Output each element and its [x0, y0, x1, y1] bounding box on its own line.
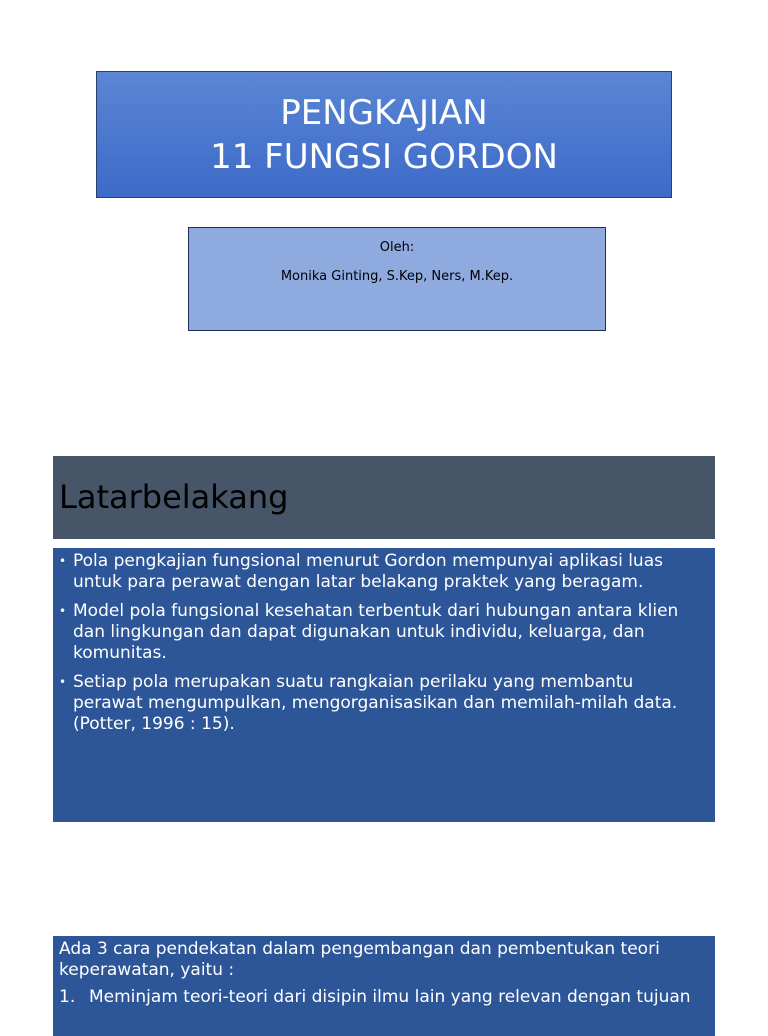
approaches-box — [53, 936, 715, 1036]
bullet-icon: • — [59, 675, 67, 689]
bullet-icon: • — [59, 554, 67, 568]
approaches-intro: Ada 3 cara pendekatan dalam pengembangan dan pembentukan teori keperawatan, yaitu : — [59, 939, 660, 980]
section-body — [53, 548, 715, 822]
title-box — [96, 71, 672, 198]
title-line-2: 11 FUNGSI GORDON — [210, 136, 558, 177]
bullet-item — [59, 601, 707, 664]
item-number: 1. — [59, 987, 76, 1007]
bullet-item — [59, 551, 707, 593]
author-name: Monika Ginting, S.Kep, Ners, M.Kep. — [280, 269, 514, 284]
title-line-1: PENGKAJIAN — [280, 92, 488, 133]
numbered-item — [59, 987, 707, 1008]
bullet-text: Setiap pola merupakan suatu rangkaian perilaku yang membantu perawat mengumpulkan, mengorganisasikan dan memilah-milah data. (Potter, 1996 : 15). — [73, 672, 678, 734]
bullet-icon: • — [59, 604, 67, 618]
bullet-item — [59, 672, 707, 735]
section-heading-box — [53, 456, 715, 539]
bullet-text: Model pola fungsional kesehatan terbentuk dari hubungan antara klien dan lingkungan dan dapat digunakan untuk individu, keluarga, dan komunitas. — [73, 601, 679, 663]
author-by-label: Oleh: — [379, 240, 415, 255]
section-heading: Latarbelakang — [59, 478, 289, 516]
item-text: Meminjam teori-teori dari disipin ilmu lain yang relevan dengan tujuan — [89, 987, 691, 1007]
author-box — [188, 227, 606, 331]
bullet-text: Pola pengkajian fungsional menurut Gordon mempunyai aplikasi luas untuk para perawat dengan latar belakang praktek yang beragam. — [73, 551, 663, 592]
